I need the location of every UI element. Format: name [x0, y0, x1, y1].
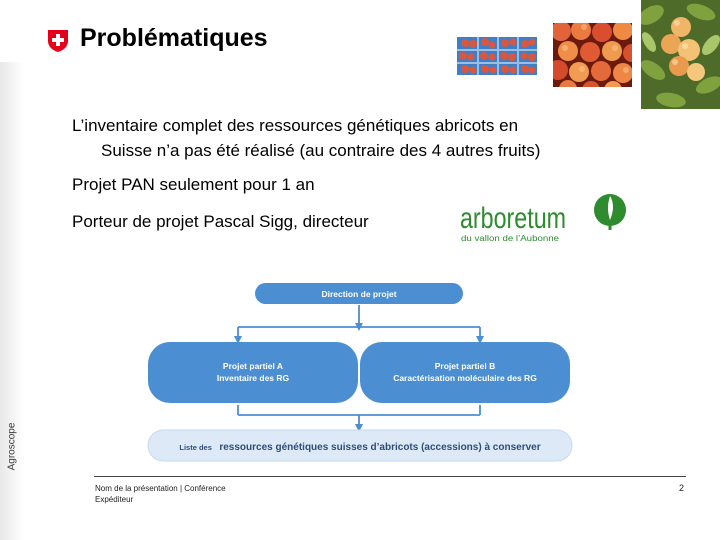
bullet-pan-project: Projet PAN seulement pour 1 an: [72, 175, 315, 194]
agroscope-text: Agroscope: [6, 422, 18, 471]
page-number: 2: [679, 483, 685, 493]
arboretum-logo-name: arboretum: [460, 202, 566, 235]
arboretum-logo: [460, 192, 630, 246]
footer-sender: Expéditeur: [95, 495, 134, 504]
footer-divider: [94, 476, 686, 477]
footer-presentation-name: Nom de la présentation | Conférence: [95, 484, 226, 493]
subproject-b-line2: Caractérisation moléculaire des RG: [393, 373, 537, 383]
bullet-inventory-continuation: Suisse n’a pas été réalisé (au contraire des 4 autres fruits): [101, 141, 541, 160]
leaf-icon: [594, 194, 626, 230]
apricots-closeup-photo: [553, 23, 632, 87]
apricot-tree-photo: [641, 0, 720, 109]
subproject-b-line1: Projet partiel B: [434, 361, 496, 371]
result-box-main: ressources génétiques suisses d’abricots (accessions) à conserver: [219, 442, 541, 453]
project-structure-diagram: [140, 275, 580, 470]
management-box-label: Direction de projet: [321, 289, 397, 299]
arboretum-logo-subtitle: du vallon de l’Aubonne: [461, 234, 560, 243]
apricot-crates-photo: [457, 37, 537, 75]
subproject-a-line1: Projet partiel A: [222, 361, 284, 371]
subproject-a-line2: Inventaire des RG: [216, 373, 290, 383]
slide-title: Problématiques: [80, 24, 268, 52]
result-box-prefix: Liste des: [179, 443, 212, 452]
footer-info: [95, 483, 226, 505]
swiss-shield-icon: [47, 29, 69, 53]
bullet-inventory: L’inventaire complet des ressources génétiques abricots en: [72, 116, 519, 135]
agroscope-side-label: [0, 414, 24, 484]
bullet-project-lead: Porteur de projet Pascal Sigg, directeur: [72, 212, 369, 231]
